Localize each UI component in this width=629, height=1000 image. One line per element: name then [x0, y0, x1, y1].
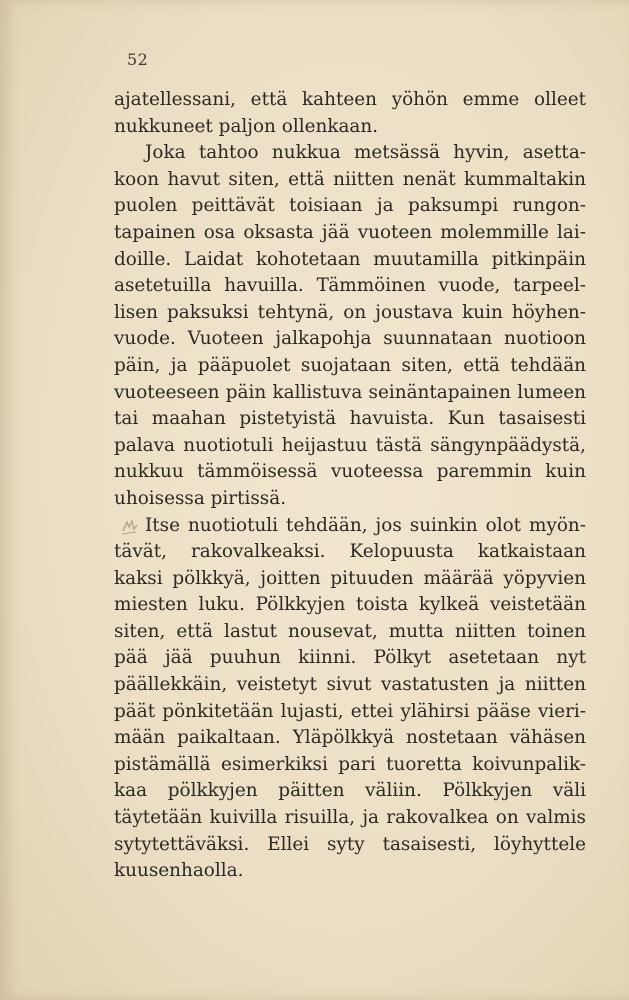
- text-line: ajatellessani, että kahteen yöhön emme olleet: [114, 89, 586, 110]
- body-text: [114, 87, 586, 885]
- page-number: 52: [127, 50, 149, 69]
- text-line: tai maahan pistetyistä havuista. Kun tasaisesti: [114, 408, 586, 430]
- text-line: miesten luku. Pölkkyjen toista kylkeä veistetään: [114, 594, 586, 616]
- text-line: doille. Laidat kohotetaan muutamilla pitkinpäin: [114, 248, 586, 270]
- text-line: kaksi pölkkyä, joitten pituuden määrää yöpyvien: [114, 567, 586, 589]
- text-line: nukkuu tämmöisessä vuoteessa paremmin kuin: [114, 461, 586, 483]
- text-line: lisen paksuksi tehtynä, on joustava kuin höyhen-: [114, 301, 586, 323]
- text-line: tapainen osa oksasta jää vuoteen molemmille lai-: [114, 221, 586, 243]
- text-line: päällekkäin, veistetyt sivut vastatusten ja niitten: [114, 674, 586, 696]
- text-line: siten, että lastut nousevat, mutta niitten toinen: [114, 620, 586, 642]
- text-line: kuusenhaolla.: [114, 860, 244, 882]
- text-line: Itse nuotiotuli tehdään, jos suinkin olot myön-: [145, 514, 586, 536]
- text-line: koon havut siten, että niitten nenät kummaltakin: [114, 168, 586, 190]
- text-line: sytytettäväksi. Ellei syty tasaisesti, löyhyttele: [114, 833, 586, 855]
- text-line: vuoteeseen päin kallistuva seinäntapainen lumeen: [114, 381, 586, 403]
- text-line: palava nuotiotuli heijastuu tästä sängynpäädystä,: [114, 434, 586, 456]
- text-line: kaa pölkkyjen päitten väliin. Pölkkyjen väli: [114, 780, 586, 802]
- text-line: pistämällä esimerkiksi pari tuoretta koivunpalik-: [114, 753, 586, 775]
- text-line: pää jää puuhun kiinni. Pölkyt asetetaan nyt: [114, 647, 586, 669]
- text-line: nukkuneet paljon ollenkaan.: [114, 115, 379, 137]
- text-line: täytetään kuivilla risuilla, ja rakovalkea on valmis: [114, 807, 586, 829]
- text-line: mään paikaltaan. Yläpölkkyä nostetaan vähäsen: [114, 727, 586, 749]
- text-line: Joka tahtoo nukkua metsässä hyvin, asetta-: [145, 142, 586, 164]
- text-line: päin, ja pääpuolet suojataan siten, että tehdään: [114, 354, 586, 376]
- text-line: päät pönkitetään lujasti, ettei ylähirsi pääse vieri-: [114, 700, 586, 722]
- text-line: tävät, rakovalkeaksi. Kelopuusta katkaistaan: [114, 541, 586, 563]
- text-line: puolen peittävät toisiaan ja paksumpi rungon-: [114, 195, 586, 217]
- text-line: vuode. Vuoteen jalkapohja suunnataan nuotioon: [114, 328, 586, 350]
- text-line: uhoisessa pirtissä.: [114, 487, 287, 509]
- text-line: asetetuilla havuilla. Tämmöinen vuode, tarpeel-: [114, 275, 586, 297]
